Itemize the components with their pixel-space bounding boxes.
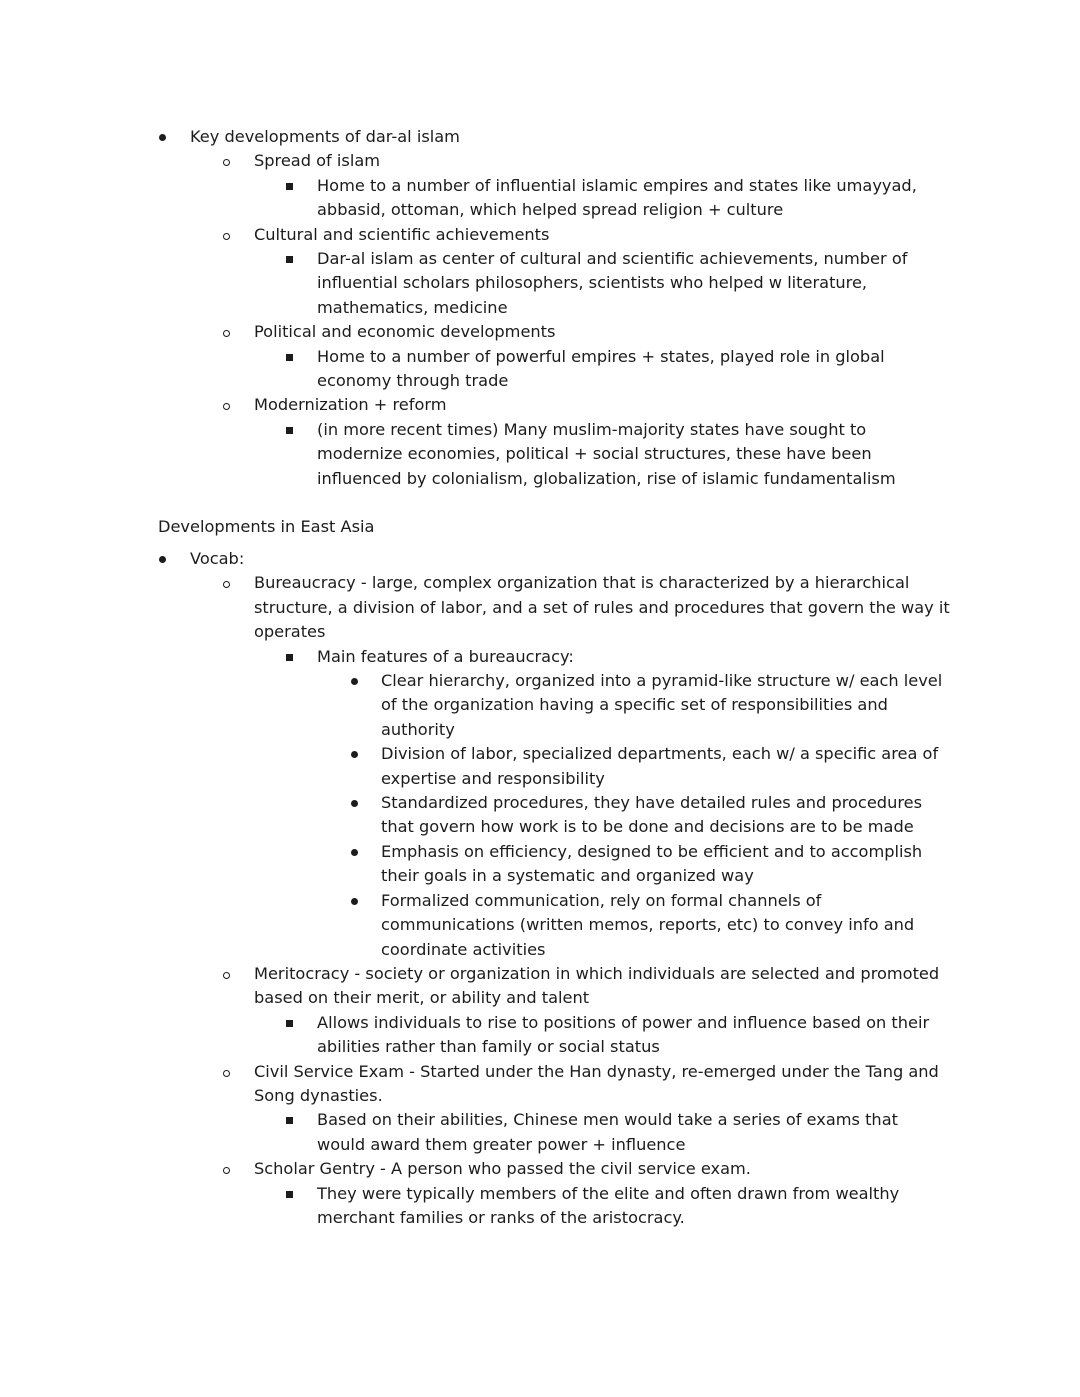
list-item bbox=[0, 320, 954, 344]
square-bullet-icon bbox=[286, 427, 293, 434]
feature-text: Formalized communication, rely on formal channels of communications (written memos, reports, etc) to convey info and coordinate activities bbox=[381, 890, 915, 959]
list-item bbox=[0, 223, 954, 247]
section-title: Key developments of dar-al islam bbox=[190, 127, 460, 146]
list-item bbox=[0, 571, 954, 644]
topic-detail: Dar-al islam as center of cultural and scientific achievements, number of influential scholars philosophers, scientists who helped w literature, mathematics, medicine bbox=[317, 249, 908, 317]
hollow-bullet-icon bbox=[223, 1070, 230, 1077]
list-item bbox=[0, 174, 950, 223]
feature-text: Emphasis on efficiency, designed to be efficient and to accomplish their goals in a systematic and organized way bbox=[381, 841, 923, 886]
hollow-bullet-icon bbox=[223, 403, 230, 410]
east-asia-section bbox=[0, 547, 1080, 1230]
section-heading: Developments in East Asia bbox=[158, 517, 375, 536]
square-bullet-icon bbox=[286, 1117, 293, 1124]
bullet-icon bbox=[351, 898, 358, 905]
hollow-bullet-icon bbox=[223, 581, 230, 588]
list-item bbox=[0, 393, 954, 417]
dar-al-islam-section bbox=[0, 125, 1080, 491]
square-bullet-icon bbox=[286, 654, 293, 661]
term-detail: Allows individuals to rise to positions of power and influence based on their abilities rather than family or social status bbox=[317, 1012, 930, 1057]
bullet-icon bbox=[351, 800, 358, 807]
list-item bbox=[0, 889, 953, 962]
feature-text: Division of labor, specialized departments, each w/ a specific area of expertise and responsibility bbox=[381, 744, 939, 788]
term-detail: They were typically members of the elite and often drawn from wealthy merchant families or ranks of the aristocracy. bbox=[317, 1183, 900, 1227]
bullet-icon bbox=[351, 751, 358, 758]
list-item bbox=[0, 1182, 950, 1231]
hollow-bullet-icon bbox=[223, 972, 230, 979]
list-item bbox=[0, 547, 950, 571]
topic-label: Modernization + reform bbox=[254, 395, 447, 415]
term-sub-label: Main features of a bureaucracy: bbox=[317, 646, 574, 666]
topic-label: Cultural and scientific achievements bbox=[254, 224, 550, 244]
square-bullet-icon bbox=[286, 256, 293, 263]
list-item bbox=[0, 1011, 950, 1060]
term-definition: Scholar Gentry - A person who passed the civil service exam. bbox=[254, 1159, 751, 1179]
list-item bbox=[0, 1060, 954, 1109]
term-definition: Bureaucracy - large, complex organization that is characterized by a hierarchical structure, a division of labor, and a set of rules and procedures that govern the way it operates bbox=[254, 573, 950, 642]
list-item bbox=[0, 669, 953, 742]
list-item bbox=[0, 742, 953, 791]
list-item bbox=[0, 247, 950, 320]
bullet-icon bbox=[351, 849, 358, 856]
term-detail: Based on their abilities, Chinese men would take a series of exams that would award them greater power + influence bbox=[317, 1110, 898, 1154]
square-bullet-icon bbox=[286, 1020, 293, 1027]
square-bullet-icon bbox=[286, 354, 293, 361]
hollow-bullet-icon bbox=[223, 233, 230, 240]
hollow-bullet-icon bbox=[223, 159, 230, 166]
list-item bbox=[0, 840, 953, 889]
list-item bbox=[0, 149, 954, 173]
feature-text: Standardized procedures, they have detailed rules and procedures that govern how work is to be done and decisions are to be made bbox=[381, 793, 923, 837]
topic-detail: (in more recent times) Many muslim-majority states have sought to modernize economies, political + social structures, these have been influenced by colonialism, globalization, rise of islamic fundamentalism bbox=[317, 419, 896, 488]
topic-detail: Home to a number of influential islamic empires and states like umayyad, abbasid, ottoman, which helped spread religion + culture bbox=[317, 175, 917, 220]
list-item bbox=[0, 791, 953, 840]
topic-detail: Home to a number of powerful empires + states, played role in global economy through trade bbox=[317, 346, 885, 391]
hollow-bullet-icon bbox=[223, 330, 230, 337]
list-item bbox=[0, 645, 950, 669]
square-bullet-icon bbox=[286, 183, 293, 190]
list-item bbox=[0, 125, 950, 149]
topic-label: Spread of islam bbox=[254, 151, 381, 171]
hollow-bullet-icon bbox=[223, 1167, 230, 1174]
list-item bbox=[0, 345, 950, 394]
list-item bbox=[0, 1157, 954, 1181]
bullet-icon bbox=[351, 678, 358, 685]
list-item bbox=[0, 418, 950, 491]
list-item bbox=[0, 1108, 950, 1157]
bullet-icon bbox=[159, 556, 166, 563]
square-bullet-icon bbox=[286, 1191, 293, 1198]
vocab-label: Vocab: bbox=[190, 549, 245, 568]
topic-label: Political and economic developments bbox=[254, 322, 556, 342]
feature-text: Clear hierarchy, organized into a pyramid-like structure w/ each level of the organization having a specific set of responsibilities and authority bbox=[381, 671, 943, 739]
list-item bbox=[0, 962, 954, 1011]
term-definition: Meritocracy - society or organization in which individuals are selected and promoted based on their merit, or ability and talent bbox=[254, 963, 940, 1008]
term-definition: Civil Service Exam - Started under the Han dynasty, re-emerged under the Tang and Song dynasties. bbox=[254, 1061, 939, 1105]
bullet-icon bbox=[159, 134, 166, 141]
